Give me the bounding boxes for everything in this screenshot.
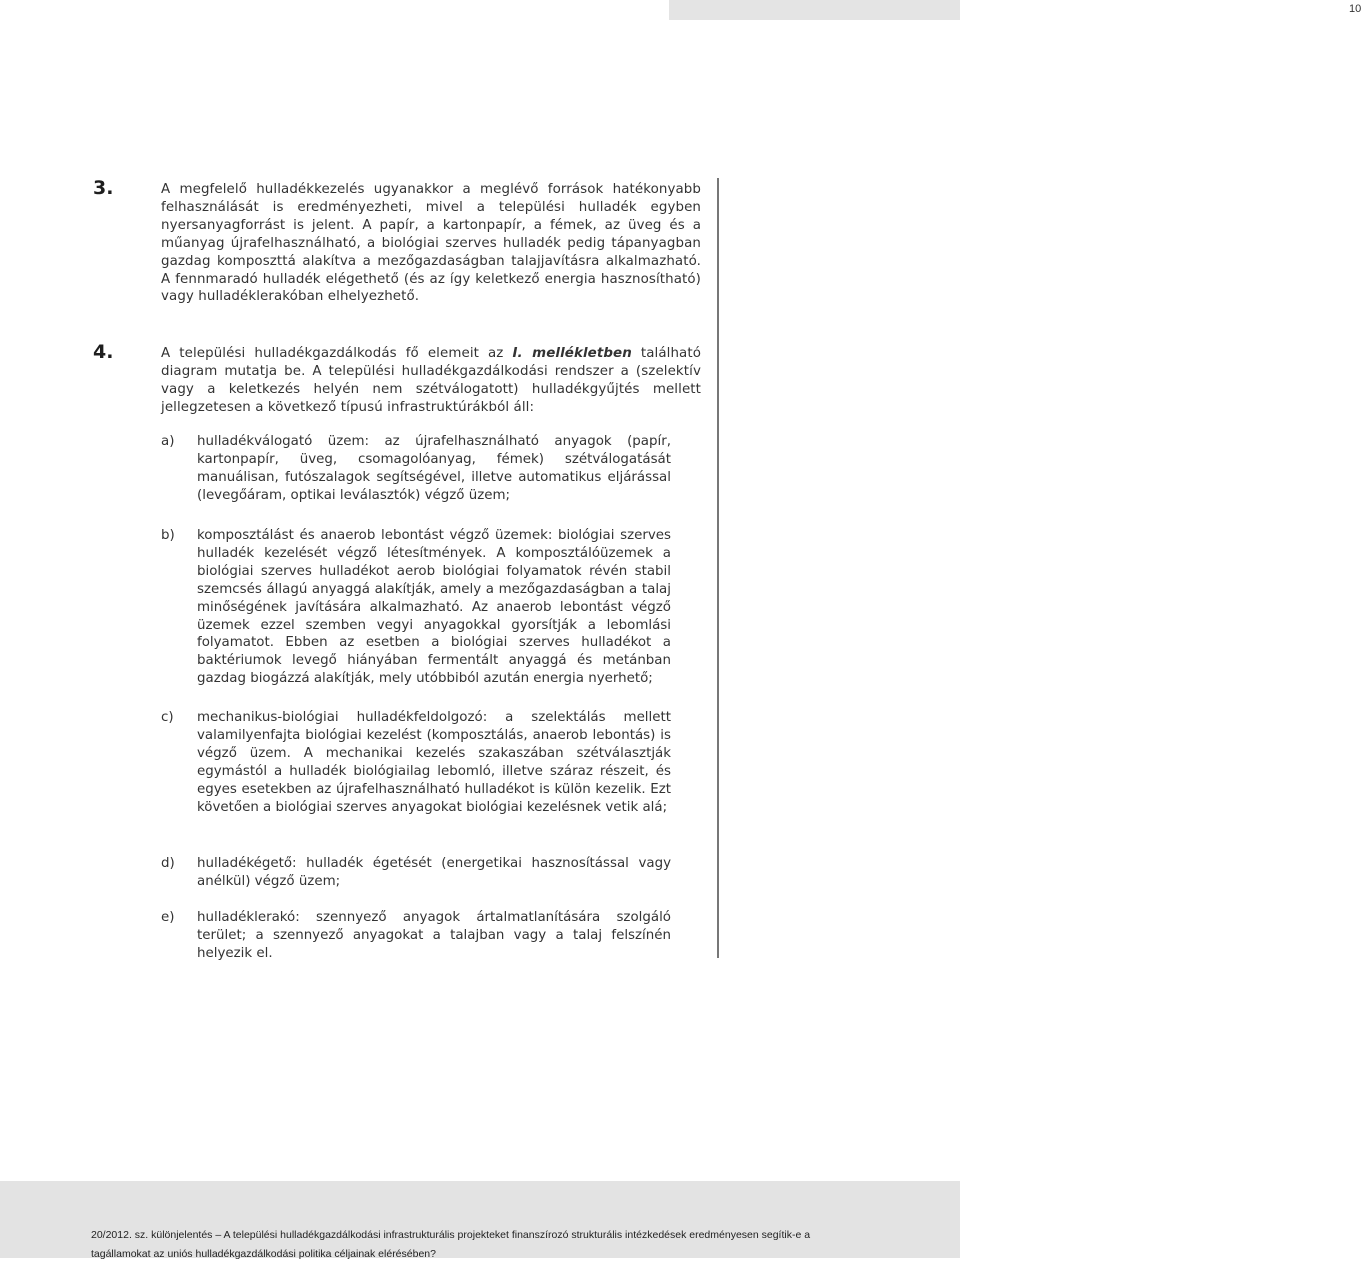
list-item-text: komposztálást és anaerob lebontást végző üzemek: biológiai szerves hulladék kezelését végző létesítmények. A komposztálóüzemek a biológiai szerves hulladékot aerob biológiai folyamatok révén stabil szemcsés állagú anyaggá alakítják, amely a mezőgazdaságban a talaj minőségének javítására alkalmazható. Az anaerob lebontást végző üzemek ezzel szemben vegyi anyagokkal gyorsítják a lebomlási folyamatot. Ebben az esetben a biológiai szerves hulladékot a baktériumok levegő hiányában fermentált anyaggá és metánban gazdag biogázzá alakítják, mely utóbbiból azután energia nyerhető; — [197, 528, 671, 687]
vertical-rule — [717, 178, 719, 958]
section-text-before: A települési hulladékgazdálkodás fő elemeit az — [161, 346, 513, 361]
list-item-text: hulladéklerakó: szennyező anyagok ártalmatlanítására szolgáló terület; a szennyező anyagokat a talajban vagy a talaj felszínén helyezik el. — [197, 910, 671, 961]
list-item-label: b) — [161, 528, 175, 543]
footer-text: 20/2012. sz. különjelentés – A települési hulladékgazdálkodási infrastrukturális projekteket finanszírozó strukturális intézkedések eredményesen segítik-e a tagállamokat az uniós hulladékgazdálkodási politika céljainak elérésében? — [91, 1229, 811, 1260]
section-number: 4. — [93, 341, 114, 363]
page-number-tab — [669, 0, 1361, 20]
page-footer — [0, 1181, 960, 1258]
list-item-label: e) — [161, 910, 175, 925]
list-item-label: c) — [161, 710, 174, 725]
section-text: A megfelelő hulladékkezelés ugyanakkor a meglévő források hatékonyabb felhasználását is eredményezheti, mivel a települési hulladék egyben nyersanyagforrást is jelent. A papír, a kartonpapír, a fémek, az üveg és a műanyag újrafelhasználható, a biológiai szerves hulladék pedig tápanyagban gazdag komposzttá alakítva a mezőgazdaságban talajjavításra alkalmazható. A fennmaradó hulladék elégethető (és az így keletkező energia hasznosítható) vagy hulladéklerakóban elhelyezhető. — [161, 182, 701, 305]
section-number: 3. — [93, 177, 114, 199]
section-text-after: található diagram mutatja be. A települési hulladékgazdálkodási rendszer a (szelektív vagy a keletkezés helyén nem szétválogatott) hulladékgyűjtés mellett jellegzetesen a következő típusú infrastruktúrákból áll: — [161, 346, 701, 415]
page-number: 10 — [1349, 3, 1361, 15]
section-text — [161, 345, 701, 417]
list-item-text: hulladékégető: hulladék égetését (energetikai hasznosítással vagy anélkül) végző üzem; — [197, 856, 671, 889]
list-item-text: mechanikus-biológiai hulladékfeldolgozó: a szelektálás mellett valamilyenfajta biológiai kezelést (komposztálás, anaerob lebontás) is végző üzem. A mechanikai kezelés szakaszában szétválasztják egymástól a hulladék biológiailag lebomló, illetve száraz részeit, és egyes esetekben az újrafelhasználható hulladékot is külön kezelik. Ezt követően a biológiai szerves anyagokat biológiai kezelésnek vetik alá; — [197, 710, 671, 815]
list-item-label: d) — [161, 856, 175, 871]
annex-reference: I. mellékletben — [512, 346, 632, 361]
list-item-label: a) — [161, 434, 175, 449]
list-item-text: hulladékválogató üzem: az újrafelhasználható anyagok (papír, kartonpapír, üveg, csomagolóanyag, fémek) szétválogatását manuálisan, futószalagok segítségével, illetve automatikus eljárással (levegőáram, optikai leválasztók) végző üzem; — [197, 434, 671, 503]
